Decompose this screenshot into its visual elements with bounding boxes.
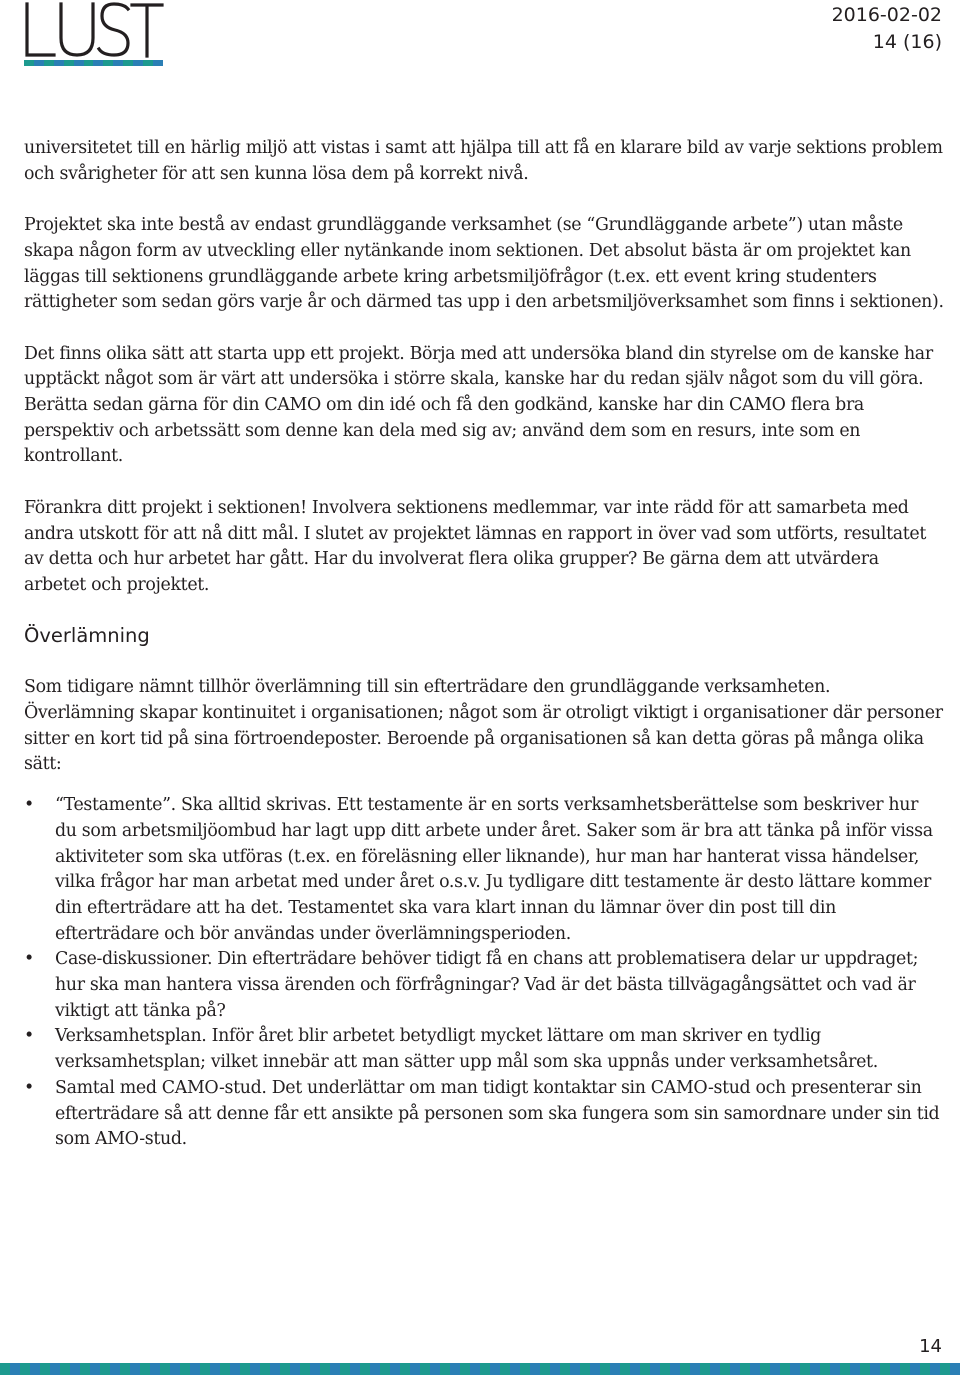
stripe-segment — [870, 1363, 880, 1375]
stripe-segment — [680, 1363, 690, 1375]
stripe-segment — [30, 1363, 40, 1375]
stripe-segment — [630, 1363, 640, 1375]
stripe-segment — [590, 1363, 600, 1375]
stripe-segment — [310, 1363, 320, 1375]
stripe-segment — [24, 60, 34, 66]
page-number: 14 — [919, 1336, 942, 1357]
stripe-segment — [520, 1363, 530, 1375]
stripe-segment — [530, 1363, 540, 1375]
stripe-segment — [900, 1363, 910, 1375]
stripe-segment — [280, 1363, 290, 1375]
document-date: 2016-02-02 — [831, 4, 942, 26]
bullet-list — [24, 793, 944, 1153]
stripe-segment — [400, 1363, 410, 1375]
stripe-segment — [420, 1363, 430, 1375]
stripe-segment — [360, 1363, 370, 1375]
page-of-count: 14 (16) — [872, 31, 942, 53]
stripe-segment — [240, 1363, 250, 1375]
list-item: • Samtal med CAMO-stud. Det underlättar om man tidigt kontaktar sin CAMO-stud och presenterar sin efterträdare så att denne får ett ansikte på personen som ska fungera som sin samordnare under sin tid som AMO-stud. — [24, 1076, 944, 1153]
stripe-segment — [123, 60, 133, 66]
stripe-segment — [940, 1363, 950, 1375]
stripe-segment — [390, 1363, 400, 1375]
stripe-segment — [84, 60, 94, 66]
stripe-segment — [490, 1363, 500, 1375]
stripe-segment — [650, 1363, 660, 1375]
stripe-segment — [170, 1363, 180, 1375]
stripe-segment — [70, 1363, 80, 1375]
stripe-segment — [150, 1363, 160, 1375]
stripe-segment — [250, 1363, 260, 1375]
stripe-segment — [153, 60, 163, 66]
stripe-segment — [640, 1363, 650, 1375]
stripe-segment — [100, 1363, 110, 1375]
stripe-segment — [690, 1363, 700, 1375]
stripe-segment — [810, 1363, 820, 1375]
stripe-segment — [160, 1363, 170, 1375]
stripe-segment — [700, 1363, 710, 1375]
list-item: • “Testamente”. Ska alltid skrivas. Ett testamente är en sorts verksamhetsberättelse som beskriver hur du som arbetsmiljöombud har lagt upp ditt arbete under året. Saker som är bra att tänka på inför vissa aktiviteter som ska utföras (t.ex. en föreläsning eller liknande), hur man har hanterat vissa händelser, vilka frågor har man arbetat med under året o.s.v. Ju tydligare ditt testamente är desto lättare kommer din efterträdare att ha det. Testamentet ska vara klart innan du lämnar över din post till din efterträdare och bör användas under överlämningsperioden. — [24, 793, 944, 947]
stripe-segment — [220, 1363, 230, 1375]
stripe-segment — [260, 1363, 270, 1375]
logo-letters — [24, 2, 164, 58]
stripe-segment — [0, 1363, 10, 1375]
stripe-segment — [620, 1363, 630, 1375]
stripe-segment — [950, 1363, 960, 1375]
stripe-segment — [610, 1363, 620, 1375]
stripe-segment — [560, 1363, 570, 1375]
stripe-segment — [580, 1363, 590, 1375]
stripe-segment — [10, 1363, 20, 1375]
stripe-segment — [450, 1363, 460, 1375]
stripe-segment — [113, 60, 123, 66]
header-meta — [832, 2, 942, 56]
stripe-segment — [720, 1363, 730, 1375]
stripe-segment — [103, 60, 113, 66]
stripe-segment — [90, 1363, 100, 1375]
stripe-segment — [110, 1363, 120, 1375]
paragraph: Förankra ditt projekt i sektionen! Involvera sektionens medlemmar, var inte rädd för att samarbeta med andra utskott för att nå ditt mål. I slutet av projektet lämnas en rapport in över vad som utförts, resultatet av detta och hur arbetet har gått. Har du involverat flera olika grupper? Be gärna dem att utvärdera arbetet och projektet. — [24, 497, 926, 595]
stripe-segment — [370, 1363, 380, 1375]
footer-color-bar — [0, 1363, 960, 1375]
stripe-segment — [440, 1363, 450, 1375]
stripe-segment — [130, 1363, 140, 1375]
list-item: • Verksamhetsplan. Inför året blir arbetet betydligt mycket lättare om man skriver en tydlig verksamhetsplan; vilket innebär att man sätter upp mål som ska uppnås under verksamhetsåret. — [24, 1024, 944, 1075]
stripe-segment — [710, 1363, 720, 1375]
stripe-segment — [500, 1363, 510, 1375]
stripe-segment — [34, 60, 44, 66]
stripe-segment — [770, 1363, 780, 1375]
stripe-segment — [350, 1363, 360, 1375]
stripe-segment — [760, 1363, 770, 1375]
stripe-segment — [410, 1363, 420, 1375]
stripe-segment — [20, 1363, 30, 1375]
stripe-segment — [143, 60, 153, 66]
section-heading: Överlämning — [24, 624, 150, 648]
stripe-segment — [50, 1363, 60, 1375]
stripe-segment — [740, 1363, 750, 1375]
stripe-segment — [300, 1363, 310, 1375]
stripe-segment — [750, 1363, 760, 1375]
stripe-segment — [910, 1363, 920, 1375]
stripe-segment — [74, 60, 84, 66]
stripe-segment — [230, 1363, 240, 1375]
stripe-segment — [480, 1363, 490, 1375]
paragraph: Som tidigare nämnt tillhör överlämning till sin efterträdare den grundläggande verksamheten. Överlämning skapar kontinuitet i organisationen; något som är otroligt viktigt i organisationer där personer sitter en kort tid på sina förtroendeposter. Beroende på organisationen så kan detta göras på många olika sätt: — [24, 677, 943, 775]
stripe-segment — [93, 60, 103, 66]
stripe-segment — [210, 1363, 220, 1375]
stripe-segment — [380, 1363, 390, 1375]
stripe-segment — [670, 1363, 680, 1375]
stripe-segment — [820, 1363, 830, 1375]
stripe-segment — [270, 1363, 280, 1375]
stripe-segment — [80, 1363, 90, 1375]
stripe-segment — [660, 1363, 670, 1375]
stripe-segment — [60, 1363, 70, 1375]
stripe-segment — [840, 1363, 850, 1375]
stripe-segment — [40, 1363, 50, 1375]
paragraph: Projektet ska inte bestå av endast grundläggande verksamhet (se “Grundläggande arbete”) utan måste skapa någon form av utveckling eller nytänkande inom sektionen. Det absolut bästa är om projektet kan läggas till sektionens grundläggande arbete kring arbetsmiljöfrågor (t.ex. ett event kring studenters rättigheter som sedan görs varje år och därmed tas upp i den arbetsmiljöverksamhet som finns i sektionen). — [24, 215, 944, 313]
logo-color-bar — [24, 60, 163, 66]
stripe-segment — [200, 1363, 210, 1375]
stripe-segment — [880, 1363, 890, 1375]
stripe-segment — [290, 1363, 300, 1375]
stripe-segment — [850, 1363, 860, 1375]
stripe-segment — [780, 1363, 790, 1375]
stripe-segment — [64, 60, 74, 66]
stripe-segment — [320, 1363, 330, 1375]
stripe-segment — [510, 1363, 520, 1375]
paragraph: universitetet till en härlig miljö att vistas i samt att hjälpa till att få en klarare bild av varje sektions problem och svårigheter för att sen kunna lösa dem på korrekt nivå. — [24, 138, 943, 184]
stripe-segment — [730, 1363, 740, 1375]
stripe-segment — [133, 60, 143, 66]
stripe-segment — [920, 1363, 930, 1375]
stripe-segment — [44, 60, 54, 66]
stripe-segment — [930, 1363, 940, 1375]
stripe-segment — [790, 1363, 800, 1375]
stripe-segment — [890, 1363, 900, 1375]
list-item: • Case-diskussioner. Din efterträdare behöver tidigt få en chans att problematisera delar ur uppdraget; hur ska man hantera vissa ärenden och förfrågningar? Vad är det bästa tillvägagångsättet och vad är viktigt att tänka på? — [24, 947, 944, 1024]
lust-logo — [24, 2, 164, 66]
paragraph: Det finns olika sätt att starta upp ett projekt. Börja med att undersöka bland din styrelse om de kanske har upptäckt något som är värt att undersöka i större skala, kanske har du redan själv något som du vill göra. Berätta sedan gärna för din CAMO om din idé och få den godkänd, kanske har din CAMO flera bra perspektiv och arbetssätt som denne kan dela med sig av; använd dem som en resurs, inte som en kontrollant. — [24, 343, 933, 467]
stripe-segment — [54, 60, 64, 66]
stripe-segment — [120, 1363, 130, 1375]
stripe-segment — [830, 1363, 840, 1375]
stripe-segment — [140, 1363, 150, 1375]
stripe-segment — [180, 1363, 190, 1375]
document-body — [24, 136, 944, 1153]
stripe-segment — [430, 1363, 440, 1375]
stripe-segment — [460, 1363, 470, 1375]
stripe-segment — [570, 1363, 580, 1375]
stripe-segment — [190, 1363, 200, 1375]
stripe-segment — [800, 1363, 810, 1375]
stripe-segment — [540, 1363, 550, 1375]
stripe-segment — [600, 1363, 610, 1375]
stripe-segment — [550, 1363, 560, 1375]
stripe-segment — [340, 1363, 350, 1375]
stripe-segment — [330, 1363, 340, 1375]
stripe-segment — [470, 1363, 480, 1375]
stripe-segment — [860, 1363, 870, 1375]
